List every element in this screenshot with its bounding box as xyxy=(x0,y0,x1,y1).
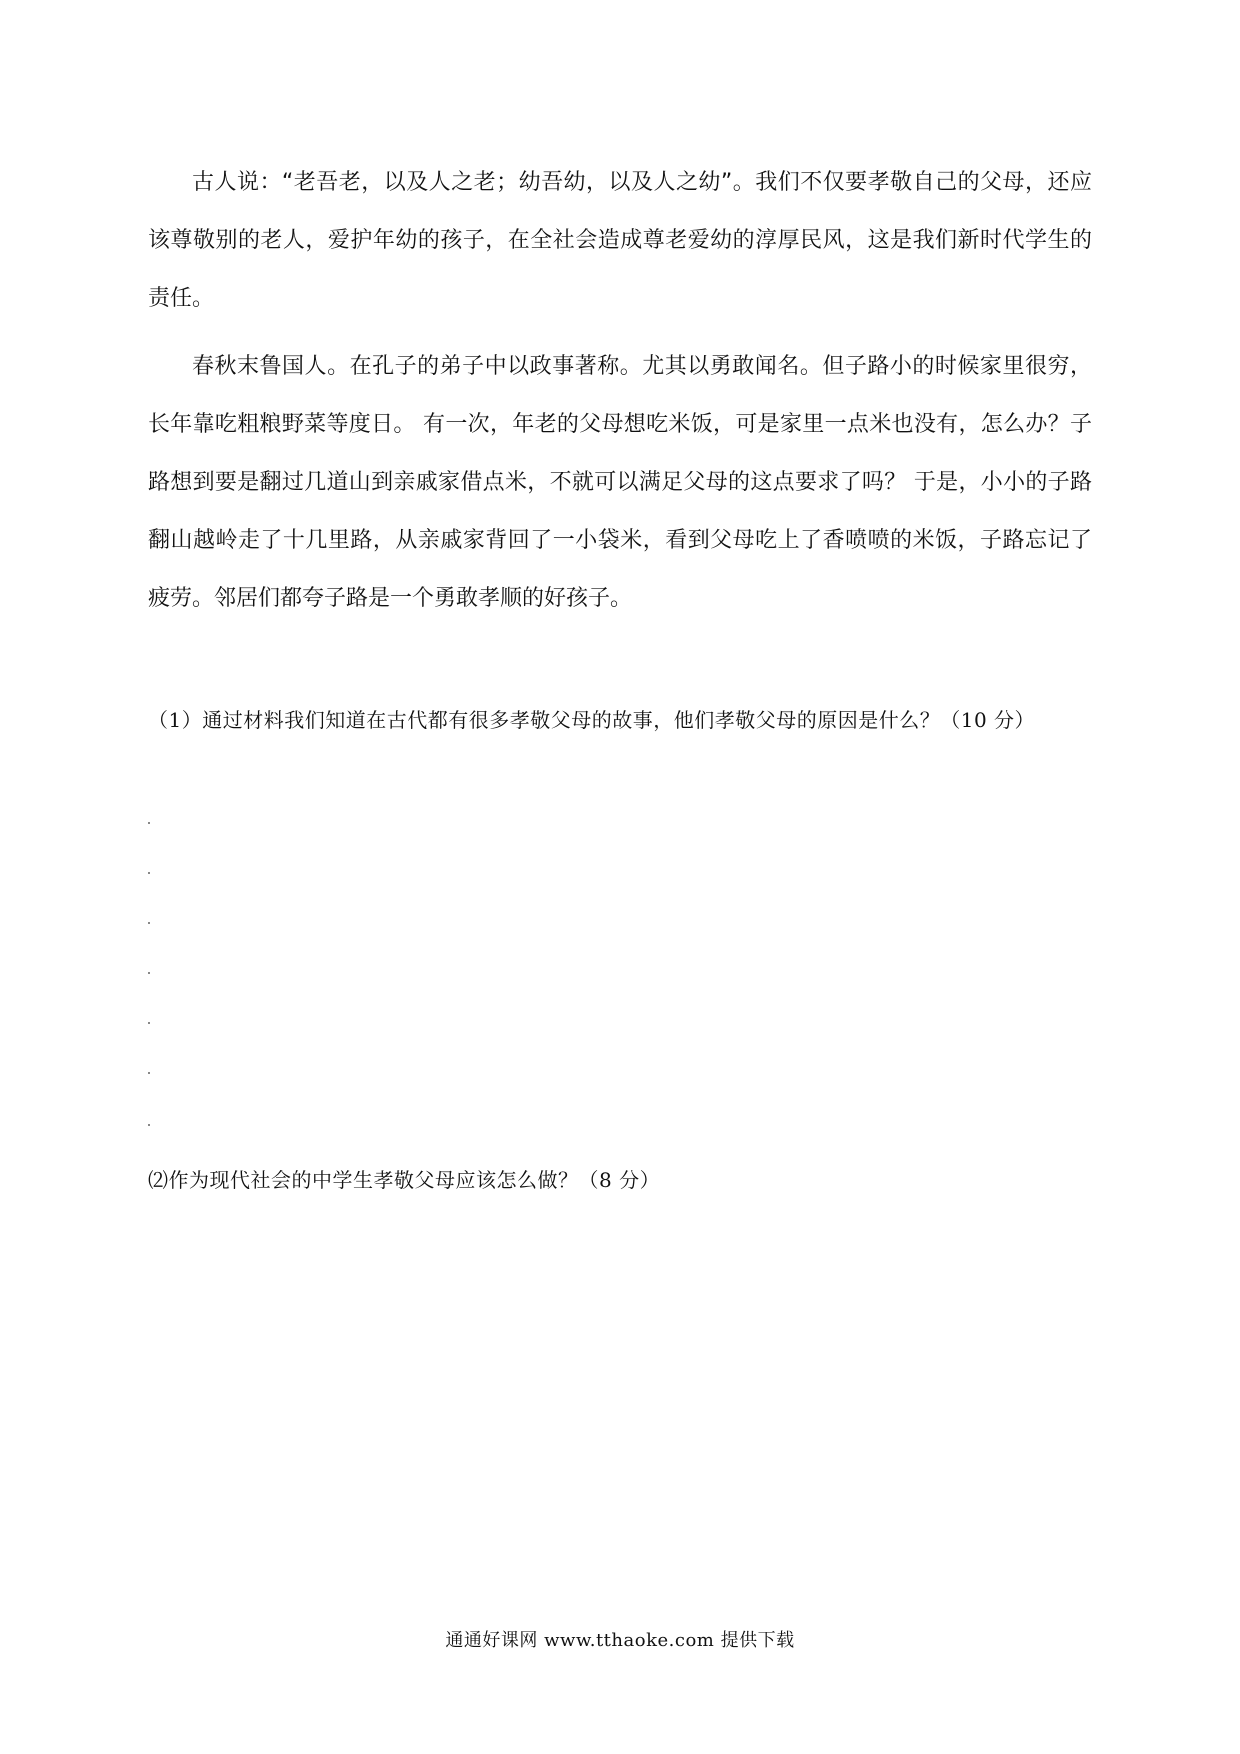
answer-line-marker xyxy=(148,872,150,874)
answer-line-marker xyxy=(148,1072,150,1074)
answer-line-marker xyxy=(148,822,150,824)
answer-line-marker xyxy=(148,972,150,974)
answer-line-marker xyxy=(148,1124,150,1126)
answer-line-marker xyxy=(148,922,150,924)
question-2: ⑵作为现代社会的中学生孝敬父母应该怎么做？（8 分） xyxy=(148,1168,661,1192)
passage-paragraph-1: 古人说：“老吾老，以及人之老；幼吾幼，以及人之幼”。我们不仅要孝敬自己的父母，还应该尊敬别的老人，爱护年幼的孩子，在全社会造成尊老爱幼的淳厚民风，这是我们新时代学生的责任。 xyxy=(148,170,1092,311)
question-1: （1）通过材料我们知道在古代都有很多孝敬父母的故事，他们孝敬父母的原因是什么？（10 分） xyxy=(148,708,1036,732)
answer-line-marker xyxy=(148,1022,150,1024)
footer-credit: 通通好课网 www.tthaoke.com 提供下载 xyxy=(445,1630,795,1651)
passage-paragraph-2: 春秋末鲁国人。在孔子的弟子中以政事著称。尤其以勇敢闻名。但子路小的时候家里很穷，长年靠吃粗粮野菜等度日。 有一次，年老的父母想吃米饭，可是家里一点米也没有，怎么办？子路想到要是翻过几道山到亲戚家借点米，不就可以满足父母的这点要求了吗？ 于是，小小的子路翻山越岭走了十几里路，从亲戚家背回了一小袋米，看到父母吃上了香喷喷的米饭，子路忘记了疲劳。邻居们都夸子路是一个勇敢孝顺的好孩子。 xyxy=(148,354,1092,611)
